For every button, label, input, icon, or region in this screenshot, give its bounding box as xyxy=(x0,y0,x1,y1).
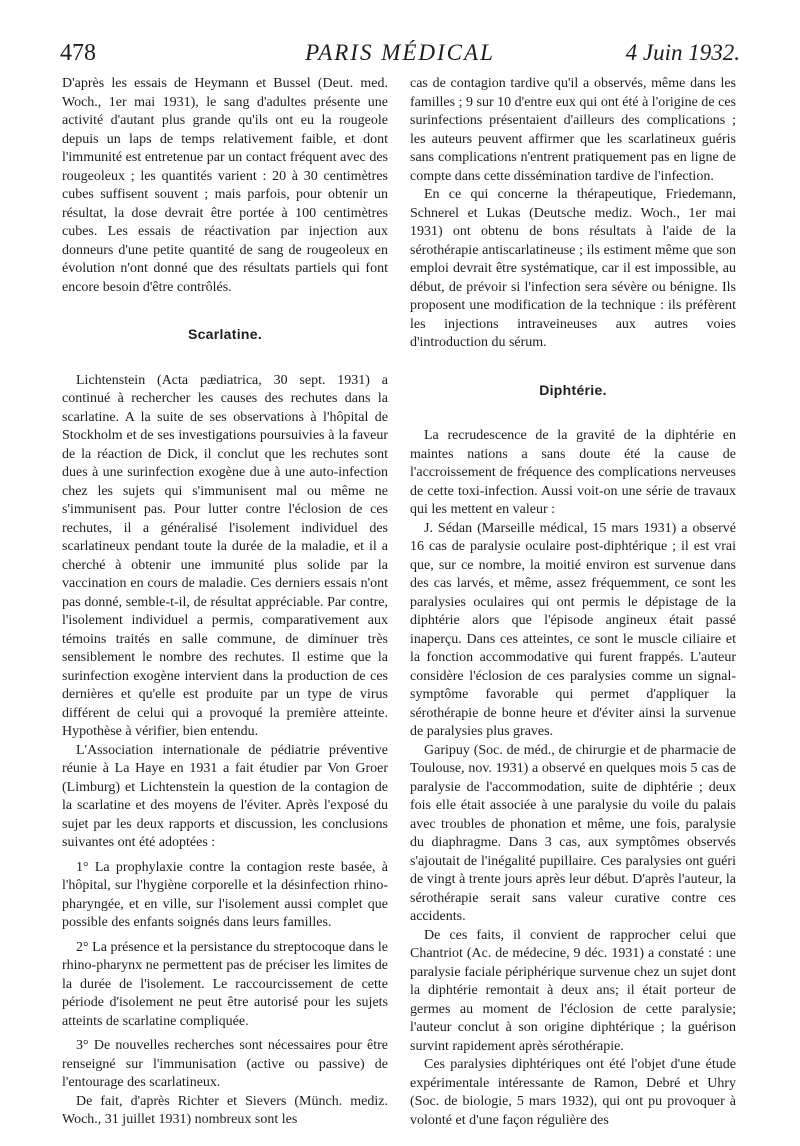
section-heading-diphterie: Diphtérie. xyxy=(539,381,607,398)
conclusion-2: 2° La présence et la persistance du streptocoque dans le rhino-pharynx ne permettent pas de préciser les limites de la durée de l'isolement. Le raccourcissement de cette période d'isolement ne peut être autorisé pour les sujets atteints de scarlatine compliquée. xyxy=(62,939,388,1029)
paragraph-lichtenstein: Lichtenstein (Acta pædiatrica, 30 sept. 1931) a continué à rechercher les causes des rechutes dans la scarlatine. A la suite de ses observations à l'hôpital de Stockholm et de ses investigations poursuivies à la faveur de la réaction de Dick, il conclut que les rechutes sont dues à une surinfection exogène due à une auto-infection chez les sujets qui s'immunisent mal ou même ne s'immunisent pas. Pour lutter contre l'éclosion de ces rechutes, il a généralisé l'isolement individuel des scarlatineux pendant toute la durée de la maladie, et il a cherché à obtenir une immunité plus solide par la vaccination en cours de maladie. Ces derniers essais n'ont pas donné, semble-t-il, de résultat appréciable. Par contre, l'isolement individuel a permis, comparativement aux témoins traités en salle commune, de diminuer très sensiblement le nombre des rechutes. Il estime que la surinfection exogène intervient dans la production de ces dernières et qu'elle est produite par un type de virus différent de celui qui a provoqué la première atteinte. Hypothèse à vérifier, bien entendu. xyxy=(62,372,388,739)
paragraph-richter: De fait, d'après Richter et Sievers (Münch. mediz. Woch., 31 juillet 1931) nombreux sont les xyxy=(62,1093,388,1127)
journal-title: PARIS MÉDICAL xyxy=(305,40,495,65)
page-header xyxy=(60,34,740,74)
paragraph-ramon: Ces paralysies diphtériques ont été l'objet d'une étude expérimentale intéressante de Ramon, Debré et Uhry (Soc. de biologie, 5 mars 1932), qui ont pu provoquer à volonté et d'une façon régulière des xyxy=(410,1057,736,1128)
paragraph-rougeole: D'après les essais de Heymann et Bussel (Deut. med. Woch., 1er mai 1931), le sang d'adultes présente une activité d'autant plus grande qu'ils ont eu la rougeole depuis un laps de temps relativement faible, et dont l'immunité est entretenue par un contact fréquent avec des rougeoleux ; les quantités varient : 20 à 30 centimètres cubes suffisent souvent ; mais parfois, pour obtenir un résultat, la dose devrait être portée à 100 centimètres cubes. Les essais de réactivation par injection aux donneurs d'une petite quantité de sang de rougeoleux en évolution n'ont donné que des résultats partiels qui font encore besoin d'être contrôlés. xyxy=(62,76,388,295)
paragraph-sedan: J. Sédan (Marseille médical, 15 mars 1931) a observé 16 cas de paralysie oculaire post-diphtérique ; il est vrai que, sur ce nombre, la moitié environ est survenue dans des cas larvés, et même, assez fréquemment, ce sont les paralysies oculaires qui ont permis le dépistage de la diphtérie alors que l'épisode angineux était passé inaperçu. Dans ces atteintes, ce sont le muscle ciliaire et la fonction accommodative qui furent frappés. L'auteur considère l'éclosion de ces paralysies comme un signal-symptôme favorable qui permet d'appliquer la sérothérapie de bonne heure et d'éviter ainsi la survenue de paralysies plus graves. xyxy=(410,520,736,739)
paragraph-chantriot: De ces faits, il convient de rapprocher celui que Chantriot (Ac. de médecine, 9 déc. 1931) a constaté : une paralysie faciale périphérique survenue chez un sujet dont la diphtérie remontait à deux ans; il était porteur de germes au moment de l'éclosion de cette paralysie; l'auteur conclut à son origine diphtérique ; la guérison survint rapidement après sérothérapie. xyxy=(410,927,736,1054)
paragraph-garipuy: Garipuy (Soc. de méd., de chirurgie et de pharmacie de Toulouse, nov. 1931) a observé en quelques mois 5 cas de paralysie de l'accommodation, suite de diphtérie ; deux fois elle était associée à une paralysie du voile du palais avec troubles de phonation et même, une fois, paralysie du diaphragme. Dans 3 cas, aux symptômes observés s'ajoutait de l'inégalité pupillaire. Ces paralysies ont guéri de vingt à trente jours après leur début. D'après l'auteur, la sérothérapie serait sans valeur curative contre ces accidents. xyxy=(410,742,736,924)
page-number: 478 xyxy=(60,40,96,66)
section-heading-scarlatine: Scarlatine. xyxy=(187,326,263,342)
paragraph-therapeutique: En ce qui concerne la thérapeutique, Friedemann, Schnerel et Lukas (Deutsche mediz. Woch., 1er mai 1931) ont obtenu de bons résultats à l'aide de la sérothérapie antiscarlatineuse ; ils estiment même que son emploi devrait être systématique, car il est impossible, au début, de prévoir si l'infection sera sévère ou bénigne. Ils proposent une modification de la technique : ils préfèrent les injections intraveineuses aux autres voies d'introduction du sérum. xyxy=(410,187,736,350)
paragraph-association: L'Association internationale de pédiatrie préventive réunie à La Haye en 1931 a fait étudier par Von Groer (Limburg) et Lichtenstein la question de la contagion de la scarlatine et des moyens de l'éviter. Après l'exposé du sujet par les deux rapports et discussion, les conclusions suivantes ont été adoptées : xyxy=(62,742,388,850)
conclusion-3: 3° De nouvelles recherches sont nécessaires pour être renseigné sur l'immunisation (active ou passive) de l'entourage des scarlatineux. xyxy=(62,1038,388,1090)
right-column xyxy=(410,75,736,1130)
issue-date: 4 Juin 1932. xyxy=(625,40,740,65)
conclusion-1: 1° La prophylaxie contre la contagion reste basée, à l'hôpital, sur l'hygiène corporelle et la désinfection rhino-pharyngée, et en ville, sur l'isolement aussi complet que possible des enfants soignés dans leurs familles. xyxy=(62,859,388,930)
left-column xyxy=(62,75,388,1130)
paragraph-contagion: cas de contagion tardive qu'il a observés, même dans les familles ; 9 sur 10 d'entre eux qui ont été à l'origine de ces surinfections présentaient d'ailleurs des complications ; les auteurs peuvent affirmer que les scarlatineux guéris sans complications n'entrent pratiquement pas en ligne de compte dans cette dissémination tardive de l'infection. xyxy=(410,76,736,184)
paragraph-recrudescence: La recrudescence de la gravité de la diphtérie en maintes nations a sans doute été la cause de l'accroissement de fréquence des complications nerveuses de cette toxi-infection. Aussi voit-on une série de travaux qui les mettent en valeur : xyxy=(410,428,736,517)
